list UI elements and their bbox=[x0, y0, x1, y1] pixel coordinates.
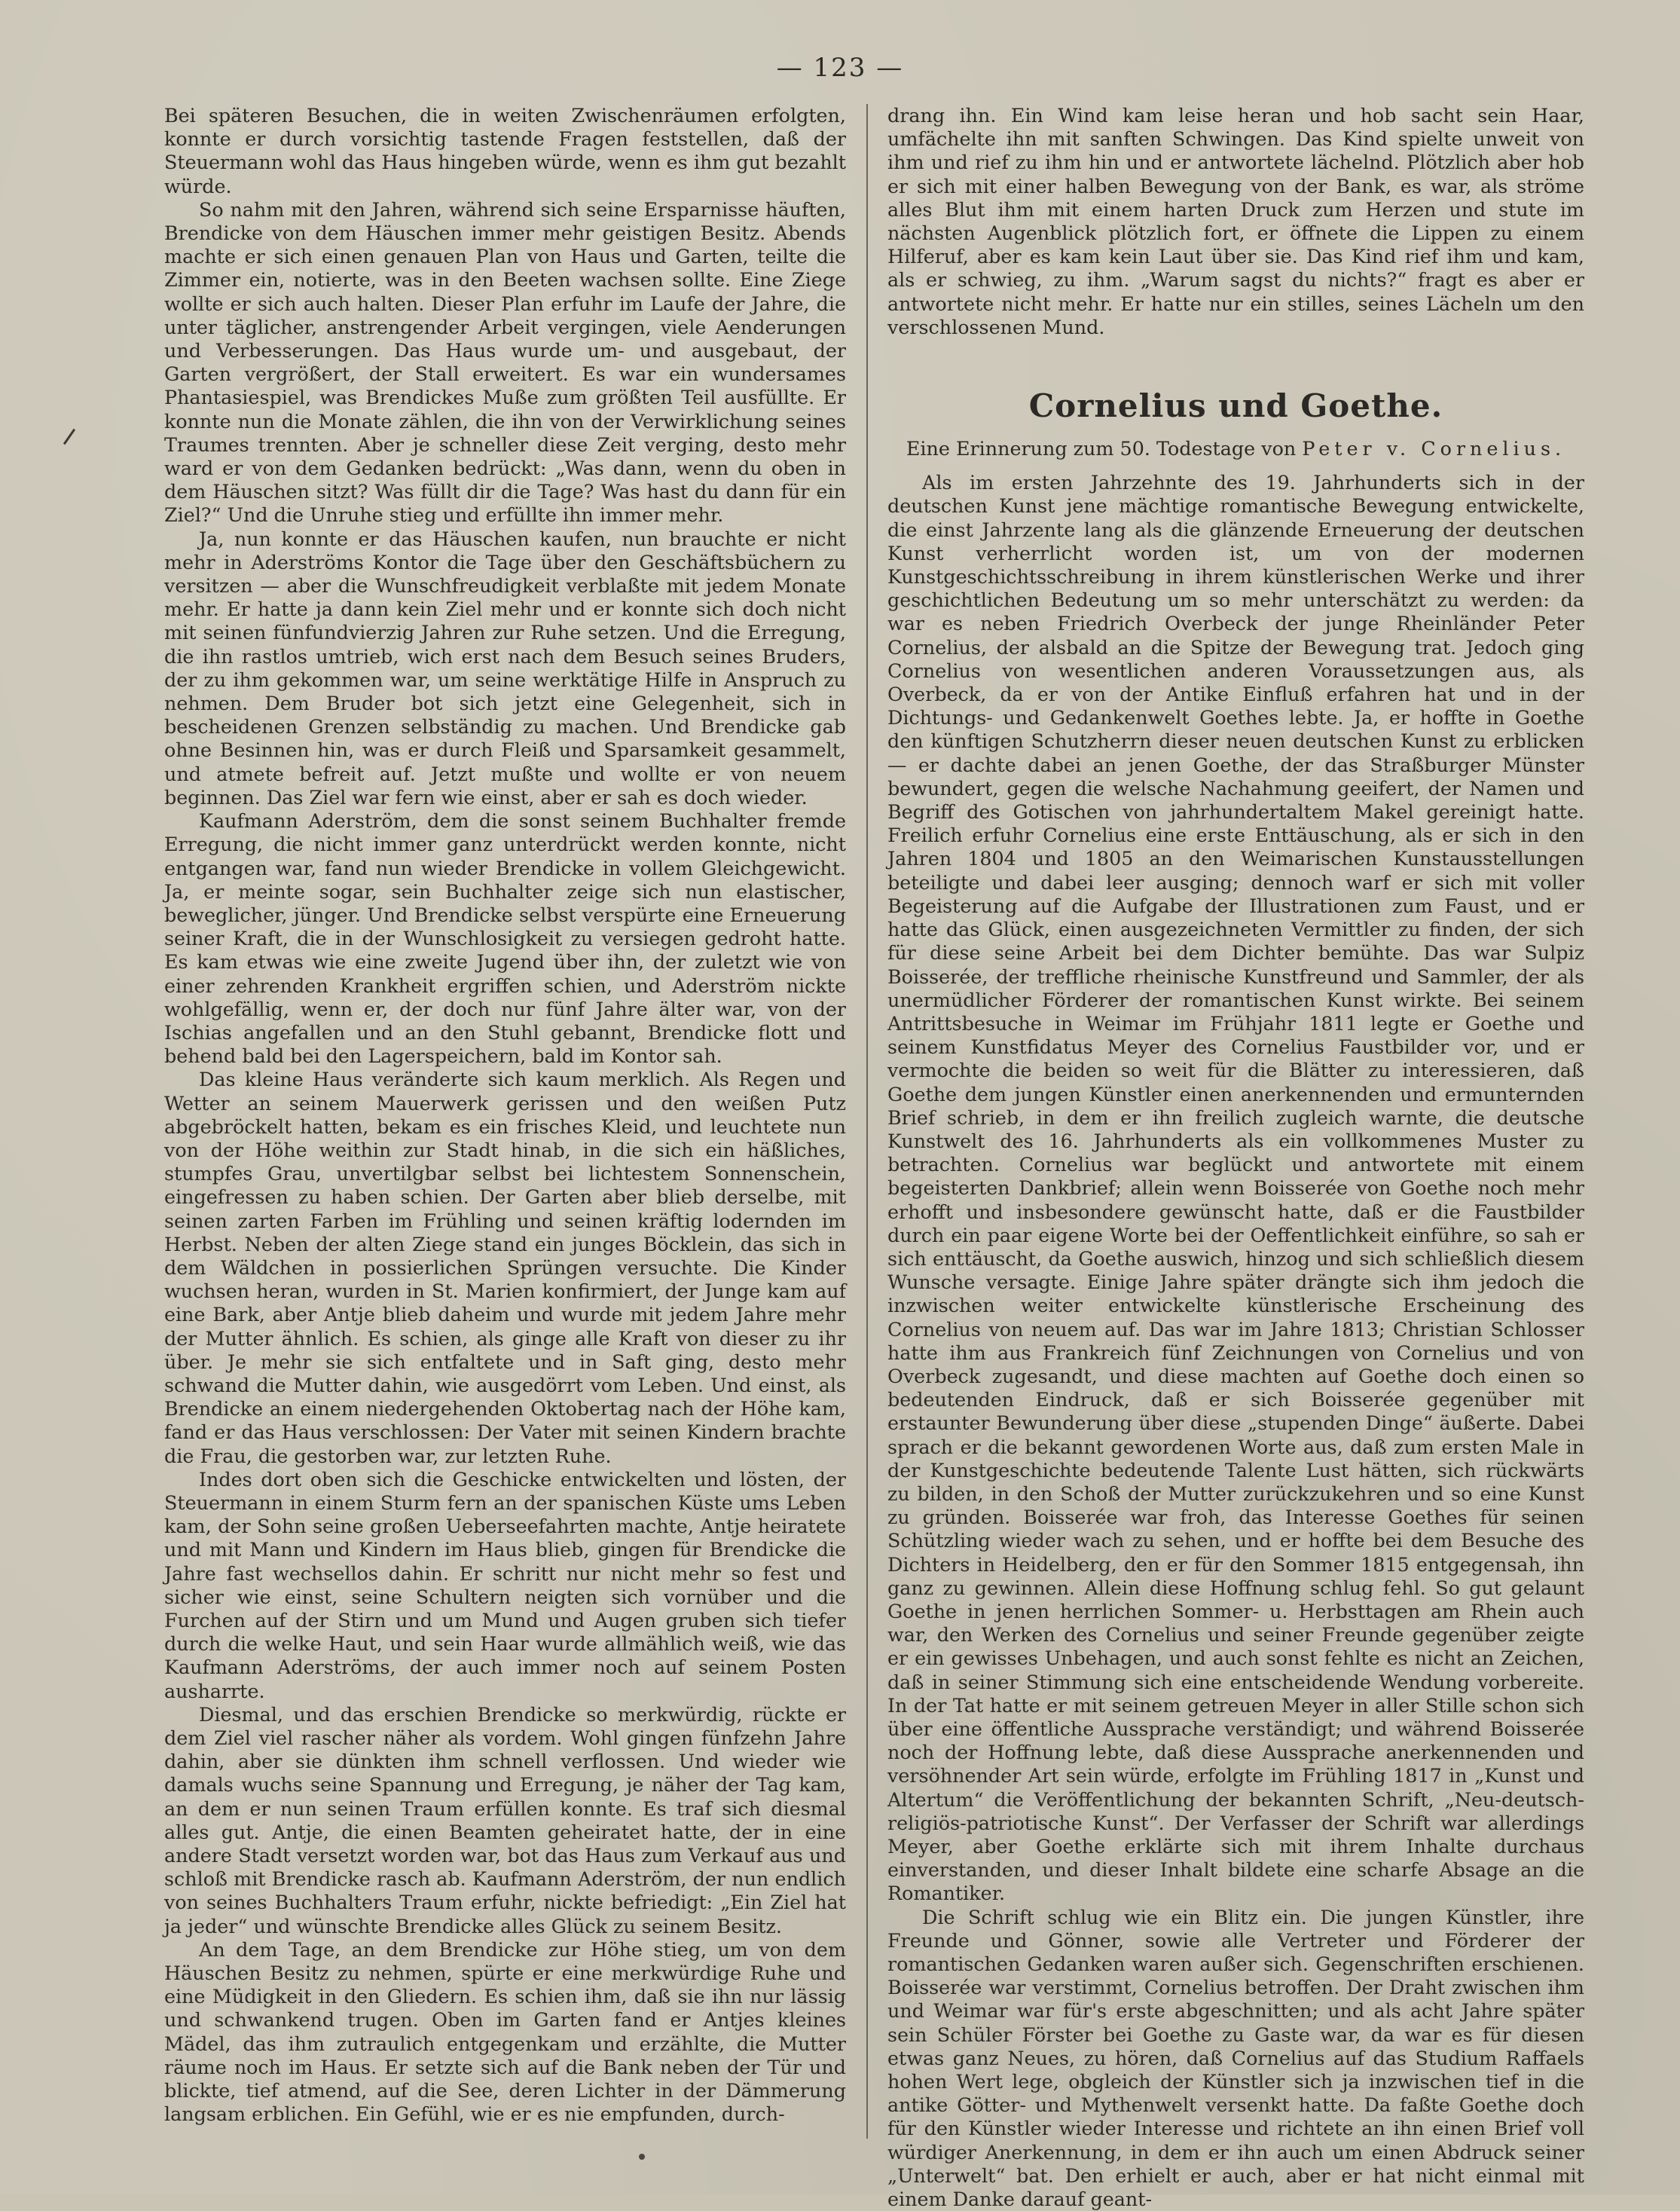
paragraph: Kaufmann Aderström, dem die sonst seinem Buchhalter fremde Erregung, die nicht immer ganz unterdrückt werden konnte, nicht entgangen war, fand nun wieder Brendicke in vollem Gleichgewicht. Ja, er meinte sogar, sein Buchhalter zeige sich nun elastischer, beweglicher, jünger. Und Brendicke selbst verspürte eine Erneuerung seiner Kraft, die in der Wunschlosigkeit zu versiegen gedroht hatte. Es kam etwas wie eine zweite Jugend über ihn, der zuletzt wie von einer zehrenden Krankheit ergriffen schien, und Aderström nickte wohlgefällig, wenn er, der doch nur fünf Jahre älter war, von der Ischias angefallen und an den Stuhl gebannt, Brendicke flott und behend bald bei den Lagerspeichern, bald im Kontor sah. bbox=[164, 809, 846, 1068]
paragraph: Ja, nun konnte er das Häuschen kaufen, nun brauchte er nicht mehr in Aderströms Kontor die Tage über den Geschäftsbüchern zu versitzen — aber die Wunschfreudigkeit verblaßte mit jedem Monate mehr. Er hatte ja dann kein Ziel mehr und er konnte sich doch nicht mit seinen fünfundvierzig Jahren zur Ruhe setzen. Und die Erregung, die ihn rastlos umtrieb, wich erst nach dem Besuch seines Bruders, der zu ihm gekommen war, um seine werktätige Hilfe in Anspruch zu nehmen. Dem Bruder bot sich jetzt eine Gelegenheit, sich in bescheidenen Grenzen selbständig zu machen. Und Brendicke gab ohne Besinnen hin, was er durch Fleiß und Sparsamkeit gesammelt, und atmete befreit auf. Jetzt mußte und wollte er von neuem beginnen. Das Ziel war fern wie einst, aber er sah es doch wieder. bbox=[164, 527, 846, 809]
article-title: Cornelius und Goethe. bbox=[1028, 387, 1443, 425]
article-paragraph: Die Schrift schlug wie ein Blitz ein. Die jungen Künstler, ihre Freunde und Gönner, sowie alle Vertreter und Förderer der romantischen Gedanken waren außer sich. Gegenschriften erschienen. Boisserée war verstimmt, Cornelius betroffen. Der Draht zwischen ihm und Weimar war für's erste abgeschnitten; und als acht Jahre später sein Schüler Förster bei Goethe zu Gaste war, da war es für diesen etwas ganz Neues, zu hören, daß Cornelius auf das Studium Raffaels hohen Wert lege, obgleich der Künstler sich ja inzwischen tief in die antike Götter- und Mythenwelt versenkt hatte. Da faßte Goethe doch für den Künstler wieder Interesse und richtete an ihn einen Brief voll würdiger Anerkennung, in dem er ihn auch um einen Abdruck seiner „Unterwelt“ bat. Den erhielt er auch, aber er hat nicht einmal mit einem Danke darauf geant- bbox=[887, 1905, 1584, 2211]
story-continuation: drang ihn. Ein Wind kam leise heran und hob sacht sein Haar, umfächelte ihn mit sanften Schwingen. Das Kind spielte unweit von ihm und rief zu ihm hin und er antwortete lächelnd. Plötzlich aber hob er sich mit einer halben Bewegung von der Bank, es war, als ströme alles Blut ihm mit einem harten Druck zum Herzen und stute im nächsten Augenblick plötzlich fort, er öffnete die Lippen zu einem Hilferuf, aber es kam kein Laut über sie. Das Kind rief ihm und kam, als er schwieg, zu ihm. „Warum sagst du nichts?“ fragt es aber er antwortete nicht mehr. Er hatte nur ein stilles, seines Lächeln um den verschlossenen Mund. bbox=[887, 104, 1584, 338]
left-column bbox=[164, 104, 846, 2154]
pen-mark bbox=[63, 429, 75, 445]
article-paragraph: Als im ersten Jahrzehnte des 19. Jahrhunderts sich in der deutschen Kunst jene mächtige romantische Bewegung entwickelte, die einst Jahrzente lang als die glänzende Erneuerung der deutschen Kunst verherrlicht worden ist, um von der modernen Kunstgeschichtsschreibung in ihrem künstlerischen Werke und ihrer geschichtlichen Bedeutung um so mehr unterschätzt zu werden: da war es neben Friedrich Overbeck der junge Rheinländer Peter Cornelius, der alsbald an die Spitze der Bewegung trat. Jedoch ging Cornelius von wesentlichen anderen Voraussetzungen aus, als Overbeck, da er von der Antike Einfluß erfahren hat und in der Dichtungs- und Gedankenwelt Goethes lebte. Ja, er hoffte in Goethe den künftigen Schutzherrn dieser neuen deutschen Kunst zu erblicken — er dachte dabei an jenen Goethe, der das Straßburger Münster bewundert, gegen die welsche Nachahmung geeifert, der Namen und Begriff des Gotischen von jahrhundertaltem Makel gereinigt hatte. Freilich erfuhr Cornelius eine erste Enttäuschung, als er sich in den Jahren 1804 und 1805 an den Weimarischen Kunstausstellungen beteiligte und dabei leer ausging; dennoch warf er sich mit voller Begeisterung auf die Aufgabe der Illustrationen zum Faust, und er hatte das Glück, einen ausgezeichneten Vermittler zu finden, der sich für diese seine Arbeit bei dem Dichter bemühte. Das war Sulpiz Boisserée, der treffliche rheinische Kunstfreund und Sammler, der als unermüdlicher Förderer der romantischen Kunst wirkte. Bei seinem Antrittsbesuche in Weimar im Frühjahr 1811 legte er Goethe und seinem Kunstfidatus Meyer des Cornelius Faustbilder vor, und er vermochte die beiden so weit für die Blätter zu interessieren, daß Goethe dem jungen Künstler einen anerkennenden und ermunternden Brief schrieb, in dem er ihn freilich zugleich warnte, die deutsche Kunstwelt des 16. Jahrhunderts als ein vollkommenes Muster zu betrachten. Cornelius war beglückt und antwortete mit einem begeisterten Dankbrief; allein wenn Boisserée von Goethe noch mehr erhofft und insbesondere gewünscht hatte, daß er die Faustbilder durch ein paar eigene Worte bei der Oeffentlichkeit einführe, so sah er sich enttäuscht, da Goethe auswich, hinzog und sich schließlich diesem Wunsche versagte. Einige Jahre später drängte sich ihm jedoch die inzwischen weiter entwickelte künstlerische Erscheinung des Cornelius von neuem auf. Das war im Jahre 1813; Christian Schlosser hatte ihm aus Frankreich fünf Zeichnungen von Cornelius und von Overbeck zugesandt, und diese machten auf Goethe doch einen so bedeutenden Eindruck, daß er sich Boisserée gegenüber mit erstaunter Bewunderung über diese „stupenden Dinge“ äußerte. Dabei sprach er die bekannt gewordenen Worte aus, daß zum ersten Male in der Kunstgeschichte bedeutende Talente Lust hätten, sich rückwärts zu bilden, in den Schoß der Mutter zurückzukehren und so eine Kunst zu gründen. Boisserée war froh, das Interesse Goethes für seinen Schützling wieder wach zu sehen, und er hoffte bei dem Besuche des Dichters in Heidelberg, den er für den Sommer 1815 entgegensah, ihn ganz zu gewinnen. Allein diese Hoffnung schlug fehl. So gut gelaunt Goethe in jenen herrlichen Sommer- u. Herbsttagen am Rhein auch war, den Werken des Cornelius und seiner Freunde gegenüber zeigte er ein gewisses Unbehagen, und auch sonst fehlte es nicht an Zeichen, daß in seiner Stimmung sich eine entscheidende Wendung vorbereite. In der Tat hatte er mit seinem getreuen Meyer in aller Stille schon sich über eine öffentliche Aussprache verständigt; und während Boisserée noch der Hoffnung lebte, daß diese Aussprache anerkennenden und versöhnender Art sein würde, erfolgte im Frühling 1817 in „Kunst und Altertum“ die Veröffentlichung der bekannten Schrift, „Neu-deutsch-religiös-patriotische Kunst“. Der Verfasser der Schrift war allerdings Meyer, aber Goethe erklärte sich mit ihrem Inhalte durchaus einverstanden, und dieser Inhalt bildete eine scharfe Absage an die Romantiker. bbox=[887, 471, 1584, 1905]
right-column bbox=[887, 104, 1584, 2211]
paragraph: Das kleine Haus veränderte sich kaum merklich. Als Regen und Wetter an seinem Mauerwerk gerissen und den weißen Putz abgebröckelt hatten, bekam es ein frisches Kleid, und leuchtete nun von der Höhe weithin zur Stadt hinab, in die sich ein häßliches, stumpfes Grau, unvertilgbar selbst bei lichtestem Sonnenschein, eingefressen zu haben schien. Der Garten aber blieb derselbe, mit seinen zarten Farben im Frühling und seinen kräftig lodernden im Herbst. Neben der alten Ziege stand ein junges Böcklein, das sich in dem Wäldchen in possierlichen Sprüngen versuchte. Die Kinder wuchsen heran, wurden in St. Marien konfirmiert, der Junge kam auf eine Bark, aber Antje blieb daheim und wurde mit jedem Jahre mehr der Mutter ähnlich. Es schien, als ginge alle Kraft von dieser zu ihr über. Je mehr sie sich entfaltete und in Saft ging, desto mehr schwand die Mutter dahin, wie ausgedörrt vom Leben. Und einst, als Brendicke an einem niedergehenden Oktobertag nach der Höhe kam, fand er das Haus verschlossen: Der Vater mit seinen Kindern brachte die Frau, die gestorben war, zur letzten Ruhe. bbox=[164, 1068, 846, 1467]
paragraph: Diesmal, und das erschien Brendicke so merkwürdig, rückte er dem Ziel viel rascher näher als vordem. Wohl gingen fünfzehn Jahre dahin, aber sie dünkten ihm schnell verflossen. Und wieder wie damals wuchs seine Spannung und Erregung, je näher der Tag kam, an dem er nun seinen Traum erfüllen konnte. Es traf sich diesmal alles gut. Antje, die einen Beamten geheiratet hatte, der in eine andere Stadt versetzt worden war, bot das Haus zum Verkauf aus und schloß mit Brendicke rasch ab. Kaufmann Aderström, der nun endlich von seines Buchhalters Traum erfuhr, nickte befriedigt: „Ein Ziel hat ja jeder“ und wünschte Brendicke alles Glück zu seinem Besitz. bbox=[164, 1702, 846, 1937]
paragraph: An dem Tage, an dem Brendicke zur Höhe stieg, um von dem Häuschen Besitz zu nehmen, spürte er eine merkwürdige Ruhe und eine Müdigkeit in den Gliedern. Es schien ihm, daß sie ihn nur lässig und schwankend trugen. Oben im Garten fand er Antjes kleines Mädel, das ihm zutraulich entgegenkam und erzählte, die Mutter räume noch im Haus. Er setzte sich auf die Bank neben der Tür und blickte, tief atmend, auf die See, deren Lichter in der Dämmerung langsam erblichen. Ein Gefühl, wie er es nie empfunden, durch- bbox=[164, 1937, 846, 2126]
end-mark bbox=[639, 2154, 645, 2160]
paragraph: Bei späteren Besuchen, die in weiten Zwischenräumen erfolgten, konnte er durch vorsichtig tastende Fragen feststellen, daß der Steuermann wohl das Haus hingeben würde, wenn es ihm gut bezahlt würde. bbox=[164, 104, 846, 197]
subtitle-prefix: Eine Erinnerung zum 50. Todestage von bbox=[906, 437, 1297, 460]
paragraph: Indes dort oben sich die Geschicke entwickelten und lösten, der Steuermann in einem Sturm fern an der spanischen Küste ums Leben kam, der Sohn seine großen Ueberseefahrten machte, Antje heiratete und mit Mann und Kindern im Haus blieb, gingen für Brendicke die Jahre fast wechsellos dahin. Er schritt nur nicht mehr so fest und sicher wie einst, seine Schultern neigten sich vornüber und die Furchen auf der Stirn und um Mund und Augen gruben sich tiefer durch die welke Haut, und sein Haar wurde allmählich weiß, wie das Kaufmann Aderströms, der auch immer noch auf seinem Posten ausharrte. bbox=[164, 1467, 846, 1702]
paragraph: So nahm mit den Jahren, während sich seine Ersparnisse häuften, Brendicke von dem Häuschen immer mehr geistigen Besitz. Abends machte er sich einen genauen Plan von Haus und Garten, teilte die Zimmer ein, notierte, was in den Beeten wachsen sollte. Eine Ziege wollte er sich auch halten. Dieser Plan erfuhr im Laufe der Jahre, die unter täglicher, anstrengender Arbeit vergingen, viele Aenderungen und Verbesserungen. Das Haus wurde um- und ausgebaut, der Garten vergrößert, der Stall erweitert. Es war ein wundersames Phantasiespiel, was Brendickes Muße zum größten Teil ausfüllte. Er konnte nun die Monate zählen, die ihn von der Verwirklichung seines Traumes trennten. Aber je schneller diese Zeit verging, desto mehr ward er von dem Gedanken bedrückt: „Was dann, wenn du oben in dem Häuschen sitzt? Was füllt dir die Tage? Was hast du dann für ein Ziel?“ Und die Unruhe stieg und erfüllte ihn immer mehr. bbox=[164, 197, 846, 527]
column-divider bbox=[866, 104, 868, 2139]
page-number: — 123 — bbox=[776, 53, 904, 83]
subtitle-author: Peter v. Cornelius. bbox=[1302, 437, 1566, 460]
article-subtitle bbox=[887, 437, 1584, 460]
